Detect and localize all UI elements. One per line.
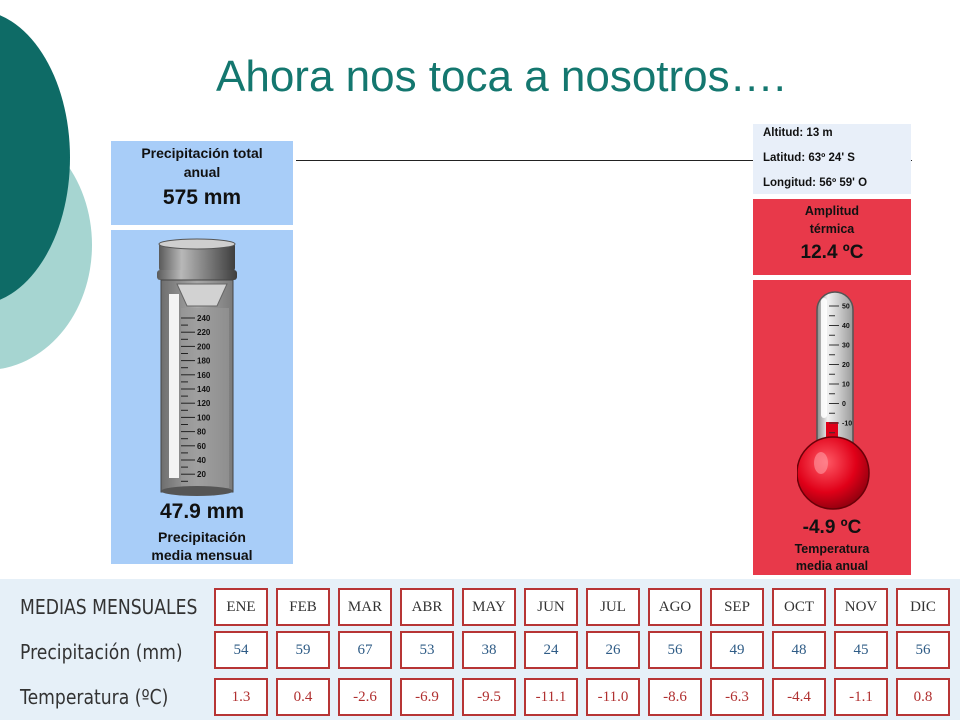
month-header-cell: JUL — [586, 588, 640, 626]
precip-total-value: 575 mm — [162, 186, 242, 209]
precip-cell: 26 — [586, 631, 640, 669]
precip-cell: 48 — [772, 631, 826, 669]
thermal-amplitude-value: 12.4 ºC — [800, 242, 864, 263]
precip-cell: 56 — [648, 631, 702, 669]
precip-cell: 59 — [276, 631, 330, 669]
gauge-tick-label: 240 — [197, 314, 211, 323]
gauge-tick-label: 200 — [197, 342, 211, 352]
gauge-tick-label: 40 — [197, 456, 206, 465]
gauge-tick-label: 120 — [197, 399, 211, 409]
precip-monthly-panel — [111, 230, 293, 564]
annual-temperature-label-line1: Temperatura — [794, 542, 870, 556]
month-header-cell: AGO — [648, 588, 702, 626]
thermo-tick-label: 30 — [842, 342, 850, 350]
precip-monthly-label-line2: media mensual — [151, 547, 253, 563]
thermo-tick-label: -10 — [842, 420, 853, 428]
precip-cell: 45 — [834, 631, 888, 669]
month-header-cell: FEB — [276, 588, 330, 626]
precip-monthly-label-line1: Precipitación — [158, 529, 246, 545]
annual-temperature-panel — [753, 280, 911, 575]
thermal-amplitude-label — [753, 202, 911, 238]
temp-cell: -8.6 — [648, 678, 702, 716]
table-header-label: MEDIAS MENSUALES — [20, 595, 198, 619]
gauge-tick-label: 60 — [197, 441, 206, 451]
thermo-tick-label: 10 — [842, 381, 850, 389]
temp-cell: -1.1 — [834, 678, 888, 716]
month-header-cell: DIC — [896, 588, 950, 626]
gauge-tick-label: 180 — [197, 356, 211, 366]
precip-row-label: Precipitación (mm) — [20, 640, 183, 664]
thermal-amplitude-label-line1: Amplitud — [804, 204, 860, 218]
month-header-cell: OCT — [772, 588, 826, 626]
precip-total-panel — [111, 141, 293, 225]
altitude-text: Altitud: 13 m — [763, 127, 833, 139]
precip-cell: 49 — [710, 631, 764, 669]
gauge-tick-label: 220 — [197, 328, 211, 338]
thermo-tick-label: 0 — [842, 401, 846, 408]
precip-cell: 67 — [338, 631, 392, 669]
temp-cell: 0.8 — [896, 678, 950, 716]
precip-monthly-value: 47.9 mm — [159, 500, 245, 523]
gauge-tick-label: 80 — [197, 427, 206, 437]
slide-title: Ahora nos toca a nosotros…. — [216, 52, 786, 101]
thermometer-icon — [797, 288, 873, 513]
monthly-averages-table — [0, 579, 960, 720]
month-header-cell: NOV — [834, 588, 888, 626]
temp-cell: -11.1 — [524, 678, 578, 716]
temp-cell: -9.5 — [462, 678, 516, 716]
thermo-tick-label: 20 — [842, 362, 850, 369]
month-header-cell: SEP — [710, 588, 764, 626]
annual-temperature-value: -4.9 ºC — [802, 517, 862, 538]
annual-temperature-label-line2: media anual — [795, 559, 869, 573]
gauge-tick-label: 140 — [197, 385, 211, 394]
thermo-tick-label: 40 — [842, 323, 850, 330]
temp-cell: -6.9 — [400, 678, 454, 716]
temp-cell: 1.3 — [214, 678, 268, 716]
gauge-tick-label: 160 — [197, 370, 211, 380]
precip-cell: 56 — [896, 631, 950, 669]
precip-total-label-line2: anual — [183, 164, 221, 180]
precip-total-label — [111, 144, 293, 182]
gauge-tick-label: 100 — [197, 413, 211, 423]
temp-cell: -2.6 — [338, 678, 392, 716]
month-header-cell: JUN — [524, 588, 578, 626]
thermal-amplitude-panel — [753, 199, 911, 275]
month-header-cell: MAY — [462, 588, 516, 626]
precip-total-label-line1: Precipitación total — [141, 145, 263, 161]
precip-cell: 38 — [462, 631, 516, 669]
month-header-cell: ENE — [214, 588, 268, 626]
month-header-cell: ABR — [400, 588, 454, 626]
temp-cell: -11.0 — [586, 678, 640, 716]
thermo-tick-label: 50 — [842, 303, 850, 311]
month-header-cell: MAR — [338, 588, 392, 626]
precip-monthly-label — [111, 528, 293, 564]
precip-cell: 54 — [214, 631, 268, 669]
annual-temperature-label — [753, 541, 911, 575]
gauge-tick-label: 20 — [197, 470, 206, 480]
precip-cell: 24 — [524, 631, 578, 669]
latitude-text: Latitud: 63º 24' S — [763, 152, 855, 164]
temp-cell: -6.3 — [710, 678, 764, 716]
temp-cell: 0.4 — [276, 678, 330, 716]
precip-cell: 53 — [400, 631, 454, 669]
location-info-panel — [753, 124, 911, 194]
temp-cell: -4.4 — [772, 678, 826, 716]
temp-row-label: Temperatura (ºC) — [20, 685, 169, 709]
longitude-text: Longitud: 56º 59' O — [763, 177, 868, 189]
rain-gauge-icon — [155, 236, 241, 498]
thermal-amplitude-label-line2: térmica — [809, 222, 855, 236]
